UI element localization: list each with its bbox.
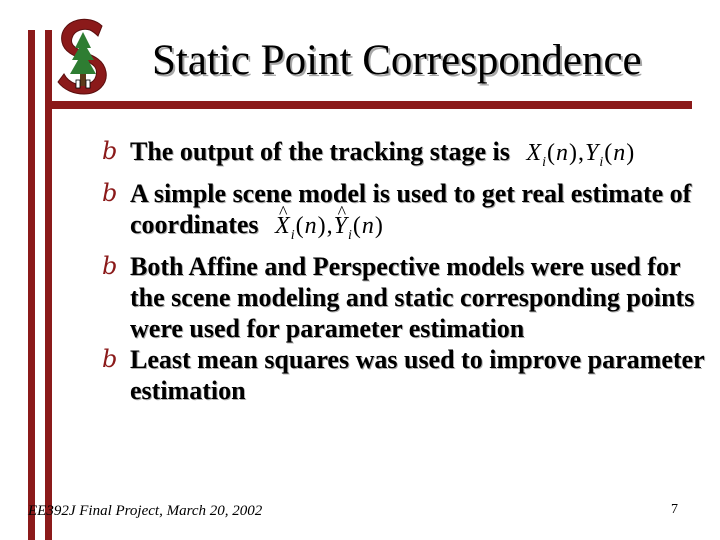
bullet-icon: b [102,344,118,373]
math-expression: $X_i(n),Y_i(n)$ [526,140,636,170]
slide-title: Static Point Correspondence [152,37,642,84]
left-vertical-bar-inner [45,30,52,540]
bullet-item [102,178,712,251]
bullet-icon: b [102,137,118,165]
bullet-icon: b [102,178,118,207]
bullet-list [102,136,712,406]
math-expression: ^ $X_i(n),\^{}$ $Y_i(n)$ [275,213,384,239]
bullet-item [102,251,712,344]
stanford-logo-icon [56,18,110,96]
bullet-text: The output of the tracking stage is [130,137,510,166]
title-underline-rule [52,101,692,109]
bullet-icon: b [102,251,118,280]
bullet-item [102,344,712,406]
footer-text: EE392J Final Project, March 20, 2002 [28,503,263,519]
bullet-text: A simple scene model is used to get real estimate of coordinates [130,178,692,239]
page-number: 7 [671,502,678,517]
left-vertical-bar-outer [28,30,35,540]
bullet-text: Least mean squares was used to improve parameter estimation [130,344,705,405]
bullet-item [102,136,712,178]
bullet-text: Both Affine and Perspective models were used for the scene modeling and static corresponding points were used for parameter estimation [130,251,695,343]
